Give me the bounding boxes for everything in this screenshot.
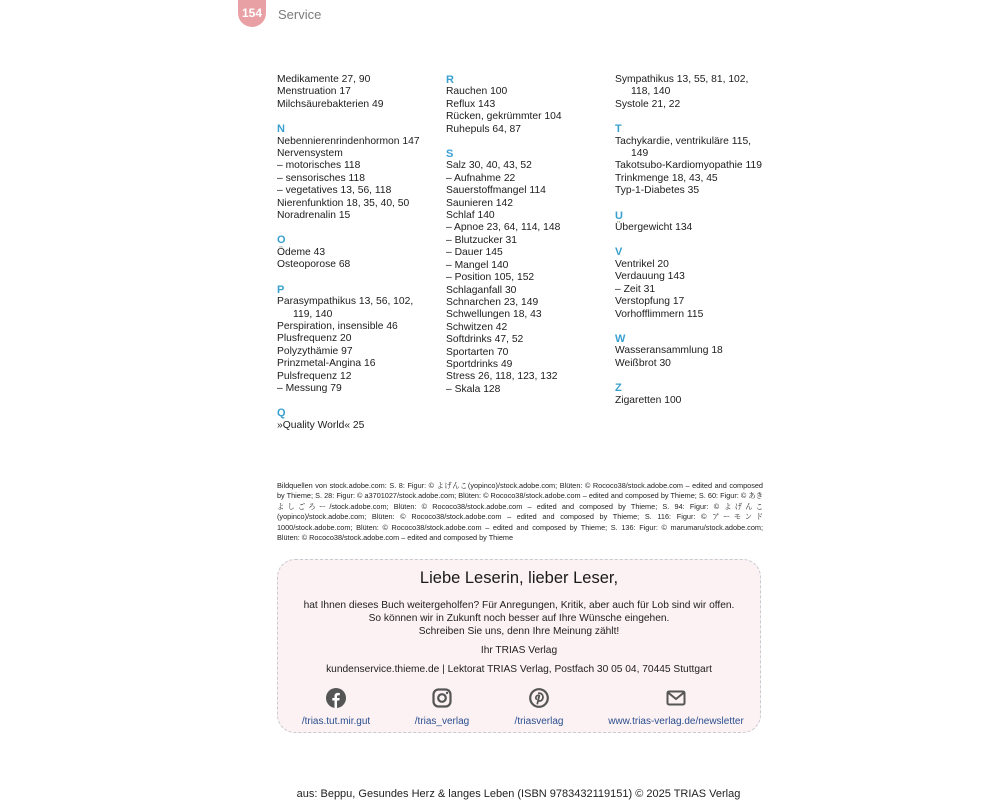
- index-letter-heading: W: [615, 332, 626, 345]
- index-letter-heading: R: [446, 74, 454, 86]
- index-entry: – Blutzucker 31: [446, 234, 517, 246]
- index-entry: Pulsfrequenz 12: [277, 370, 352, 382]
- index-entry: Ruhepuls 64, 87: [446, 123, 521, 135]
- index-entry: Schlaganfall 30: [446, 284, 517, 296]
- reader-feedback-box: [277, 559, 761, 733]
- index-entry: Zigaretten 100: [615, 394, 682, 406]
- index-entry: Verdauung 143: [615, 271, 685, 283]
- index-entry: Perspiration, insensible 46: [277, 320, 398, 332]
- index-entry: Softdrinks 47, 52: [446, 334, 524, 346]
- index-entry: – sensorisches 118: [277, 172, 365, 184]
- index-entry: Sportarten 70: [446, 346, 509, 358]
- facebook-icon: [326, 688, 346, 708]
- index-entry: – Messung 79: [277, 382, 342, 394]
- index-entry: Reflux 143: [446, 98, 496, 110]
- index-group: [615, 333, 780, 370]
- index-entry: Milchsäurebakterien 49: [277, 98, 384, 110]
- index-entry: »Quality World« 25: [277, 419, 365, 431]
- index-letter-heading: O: [277, 234, 286, 247]
- index-entry: Menstruation 17: [277, 86, 351, 98]
- index-letter-heading: U: [615, 209, 623, 222]
- index-entry: Schwellungen 18, 43: [446, 309, 542, 321]
- pinterest-icon: [529, 688, 549, 708]
- index-letter-heading: V: [615, 246, 623, 259]
- index-entry: Schwitzen 42: [446, 321, 508, 333]
- index-entry: Stress 26, 118, 123, 132: [446, 371, 558, 383]
- index-entry: 119, 140: [293, 308, 333, 320]
- index-column-2: [446, 74, 611, 396]
- index-entry: Saunieren 142: [446, 197, 513, 209]
- index-entry: Plusfrequenz 20: [277, 333, 352, 345]
- index-entry: Wasseransammlung 18: [615, 345, 723, 357]
- index-entry: Tachykardie, ventrikuläre 115,: [615, 135, 752, 147]
- index-group: [615, 210, 780, 235]
- index-entry: Typ-1-Diabetes 35: [615, 185, 700, 197]
- instagram-link[interactable]: [410, 688, 474, 729]
- index-entry: – Skala 128: [446, 383, 501, 395]
- index-column-3: [615, 74, 780, 407]
- index-entry: Sauerstoffmangel 114: [446, 185, 546, 197]
- page-number-badge: 154: [238, 0, 266, 27]
- index-entry: – motorisches 118: [277, 160, 361, 172]
- index-entry: Verstopfung 17: [615, 296, 685, 308]
- index-entry: Takotsubo-Kardiomyopathie 119: [615, 160, 762, 172]
- index-column-1: [277, 74, 442, 432]
- index-entry: – Mangel 140: [446, 259, 509, 271]
- index-entry: Ödeme 43: [277, 246, 326, 258]
- mail-icon: [666, 688, 686, 708]
- index-entry: – Position 105, 152: [446, 272, 535, 284]
- index-entry: Trinkmenge 18, 43, 45: [615, 172, 718, 184]
- box-title: Liebe Leserin, lieber Leser,: [419, 569, 619, 587]
- index-entry: Übergewicht 134: [615, 222, 693, 234]
- index-entry: Nervensystem: [277, 148, 343, 160]
- index-entry: Prinzmetal-Angina 16: [277, 358, 376, 370]
- index-group: [615, 382, 780, 407]
- facebook-link[interactable]: [298, 688, 374, 729]
- index-entry: Rauchen 100: [446, 86, 508, 98]
- index-entry: – Aufnahme 22: [446, 172, 516, 184]
- index-entry: – Apnoe 23, 64, 114, 148: [446, 222, 561, 234]
- index-entry: Schnarchen 23, 149: [446, 296, 539, 308]
- index-entry: Nierenfunktion 18, 35, 40, 50: [277, 197, 410, 209]
- index-letter-heading: S: [446, 148, 454, 161]
- box-contact[interactable]: kundenservice.thieme.de | Lektorat TRIAS Verlag, Postfach 30 05 04, 70445 Stuttgart: [326, 664, 712, 675]
- index-group: [277, 407, 442, 432]
- index-letter-heading: T: [615, 123, 622, 136]
- index-entry: – vegetatives 13, 56, 118: [277, 185, 392, 197]
- index-group: [615, 123, 780, 197]
- index-entry: 118, 140: [631, 86, 671, 98]
- index-entry: – Zeit 31: [615, 283, 656, 295]
- box-signature: Ihr TRIAS Verlag: [480, 645, 558, 656]
- index-letter-heading: P: [277, 283, 285, 296]
- index-entry: Osteoporose 68: [277, 259, 351, 271]
- newsletter-link[interactable]: [603, 688, 749, 729]
- index-entry: Ventrikel 20: [615, 258, 669, 270]
- index-group: [446, 148, 611, 396]
- index-entry: Nebennierenrindenhormon 147: [277, 135, 420, 147]
- box-text-line: hat Ihnen dieses Buch weitergeholfen? Für Anregungen, Kritik, aber auch für Lob sind wir offen.: [303, 600, 735, 611]
- box-text-line: So können wir in Zukunft noch besser auf Ihre Wünsche eingehen.: [368, 613, 670, 624]
- index-entry: Salz 30, 40, 43, 52: [446, 160, 532, 172]
- index-entry: Vorhofflimmern 115: [615, 308, 704, 320]
- index-entry: Noradrenalin 15: [277, 210, 351, 222]
- index-entry: – Dauer 145: [446, 247, 503, 259]
- running-head: Service: [278, 7, 322, 22]
- index-group: [277, 123, 442, 222]
- instagram-icon: [432, 688, 452, 708]
- pinterest-link[interactable]: [508, 688, 570, 729]
- box-text-line: Schreiben Sie uns, denn Ihre Meinung zählt!: [418, 626, 620, 637]
- index-entry: Polyzythämie 97: [277, 345, 353, 357]
- image-credits: Bildquellen von stock.adobe.com: S. 8: Figur: © よげんこ(yopinco)/stock.adobe.com; Blüten: © Rococo38/stock.adobe.com – edited and composed by Thieme; S. 28: Figur: © a3701027/stock.adobe.com; Blüten: © Rococo38/stock.adobe.com – edited and composed by Thieme; S. 60: Figur: © あきよしごろー/stock.adobe.com; Blüten: © Rococo38/stock.adobe.com – edited and composed by Thieme; S. 94: Figur: © よげんこ(yopinco)/stock.adobe.com; Blüten: © Rococo38/stock.adobe.com – edited and composed by Thieme; S. 116: Figur: © アーモンド1000/stock.adobe.com; Blüten: © Rococo38/stock.adobe.com – edited and composed by Thieme; S. 136: Figur: © marumaru/stock.adobe.com; Blüten: © Rococo38/stock.adobe.com – edited and composed by Thieme: [277, 481, 763, 543]
- index-entry: Sportdrinks 49: [446, 358, 513, 370]
- index-group: [446, 74, 611, 136]
- index-group: [277, 284, 442, 396]
- newsletter-link-label[interactable]: www.trias-verlag.de/newsletter: [608, 716, 744, 727]
- pinterest-link-label[interactable]: /triasverlag: [514, 716, 564, 727]
- index-letter-heading: Z: [615, 382, 622, 395]
- instagram-link-label[interactable]: /trias_verlag: [414, 716, 470, 727]
- index-group: [277, 74, 442, 111]
- index-entry: Schlaf 140: [446, 210, 495, 222]
- index-letter-heading: Q: [277, 407, 286, 420]
- index-entry: Medikamente 27, 90: [277, 74, 371, 85]
- facebook-link-label[interactable]: /trias.tut.mir.gut: [301, 716, 371, 727]
- index-group: [277, 234, 442, 271]
- index-group: [615, 246, 780, 320]
- index-entry: Parasympathikus 13, 56, 102,: [277, 296, 414, 308]
- index-entry: Sympathikus 13, 55, 81, 102,: [615, 74, 749, 85]
- index-entry: Rücken, gekrümmter 104: [446, 111, 562, 123]
- index-group: [615, 74, 780, 111]
- index-entry: 149: [631, 148, 649, 160]
- source-footer: aus: Beppu, Gesundes Herz & langes Leben (ISBN 9783432119151) © 2025 TRIAS Verlag: [296, 788, 741, 800]
- index-entry: Systole 21, 22: [615, 98, 681, 110]
- index-entry: Weißbrot 30: [615, 357, 671, 369]
- index-letter-heading: N: [277, 123, 285, 136]
